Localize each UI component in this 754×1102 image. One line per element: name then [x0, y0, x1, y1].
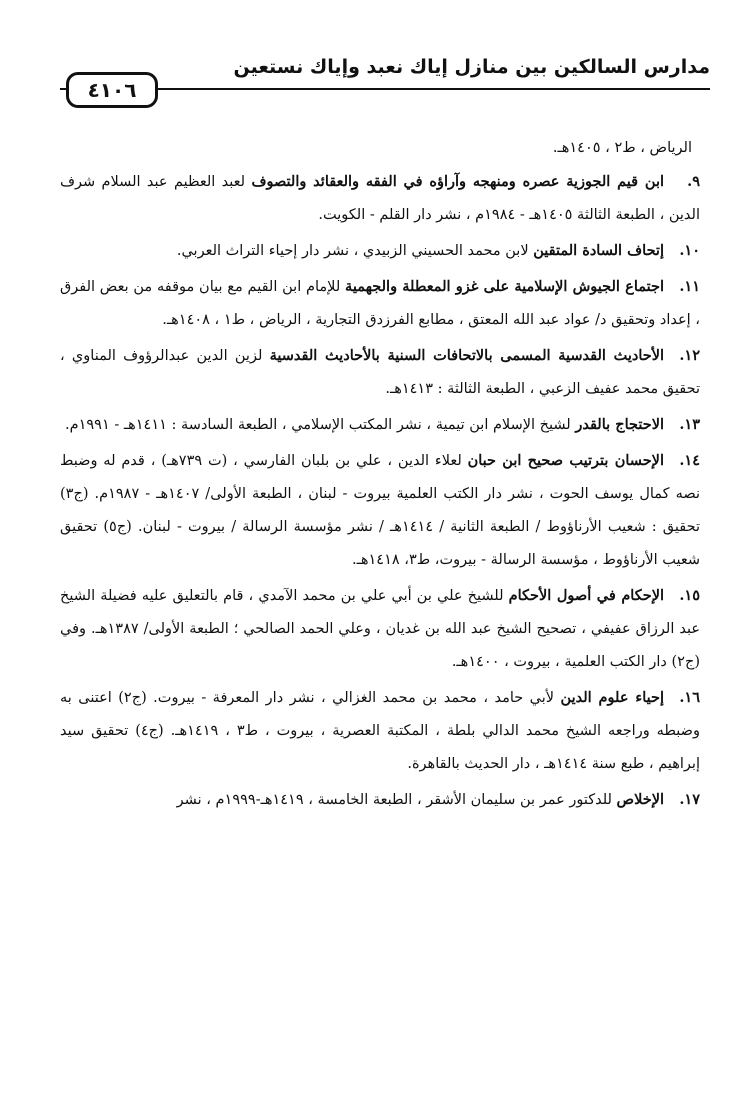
- entry-title: إحياء علوم الدين: [560, 689, 664, 706]
- entry-title: الاحتجاج بالقدر: [575, 416, 664, 433]
- bibliography-entry-15: [60, 579, 700, 679]
- entry-details: للإمام ابن القيم مع بيان موقفه من بعض الفرق ، إعداد وتحقيق د/ عواد عبد الله المعتق ، مطابع الفرزدق التجارية ، الرياض ، ط١ ، ١٤٠٨هـ.: [60, 279, 700, 328]
- entry-details: لأبي حامد ، محمد بن محمد الغزالي ، نشر دار المعرفة - بيروت. (ج٢) اعتنى به وضبطه وراجعه الشيخ محمد الدالي بلطة ، المكتبة العصرية ، بيروت ، ط٣ ، ١٤١٩هـ. (ج٤) تحقيق سيد إبراهيم ، طبع سنة ١٤١٤هـ ، دار الحديث بالقاهرة.: [60, 690, 701, 772]
- entry-details: لشيخ الإسلام ابن تيمية ، نشر المكتب الإسلامي ، الطبعة السادسة : ١٤١١هـ - ١٩٩١م.: [65, 417, 576, 433]
- entry-title: ابن قيم الجوزية عصره ومنهجه وآراؤه في الفقه والعقائد والتصوف: [251, 173, 665, 190]
- entry-number: ١٥.: [679, 587, 700, 604]
- bibliography-entry-9: [60, 165, 700, 232]
- entry-number: ١٣.: [679, 416, 700, 433]
- page-number: ٤١٠٦: [66, 72, 158, 108]
- page-header: [60, 48, 710, 110]
- entry-number: ١٤.: [679, 452, 700, 469]
- entry-title: الأحاديث القدسية المسمى بالاتحافات السنية بالأحاديث القدسية: [269, 347, 664, 364]
- entry-title: إتحاف السادة المتقين: [533, 242, 664, 259]
- bibliography-entry-14: [60, 444, 700, 577]
- bibliography-entry-11: [60, 270, 700, 337]
- bibliography-entry-13: [60, 408, 700, 442]
- entry-details: لعبد العظيم عبد السلام شرف الدين ، الطبعة الثالثة ١٤٠٥هـ - ١٩٨٤م ، نشر دار القلم - الكويت.: [60, 174, 700, 223]
- entry-details: لابن محمد الحسيني الزبيدي ، نشر دار إحياء التراث العربي.: [176, 243, 534, 259]
- entry-details: للدكتور عمر بن سليمان الأشقر ، الطبعة الخامسة ، ١٤١٩هـ-١٩٩٩م ، نشر: [176, 792, 617, 808]
- entry-details: لعلاء الدين ، علي بن بلبان الفارسي ، (ت ٧٣٩هـ) ، قدم له وضبط نصه كمال يوسف الحوت ، نشر دار الكتب العلمية بيروت - لبنان ، الطبعة الأولى/ ١٤٠٧هـ - ١٩٨٧م. (ج٣) تحقيق : شعيب الأرناؤوط / الطبعة الثانية / ١٤١٤هـ / نشر مؤسسة الرسالة / بيروت - لبنان. (ج٥) تحقيق شعيب الأرناؤوط ، مؤسسة الرسالة - بيروت، ط٣، ١٤١٨هـ.: [60, 453, 700, 568]
- entry-number: ٩.: [687, 173, 701, 190]
- entry-title: الإحكام في أصول الأحكام: [508, 587, 664, 604]
- entry-number: ١٦.: [679, 689, 700, 706]
- bibliography-entry-10: [60, 234, 700, 268]
- entry-title: اجتماع الجيوش الإسلامية على غزو المعطلة والجهمية: [345, 278, 664, 295]
- entry-details: للشيخ علي بن أبي علي بن محمد الآمدي ، قام بالتعليق عليه فضيلة الشيخ عبد الرزاق عفيفي ، تصحيح الشيخ عبد الله بن غديان ، وعلي الحمد الصالحي ؛ الطبعة الأولى/ ١٣٨٧هـ. وفي (ج٢) دار الكتب العلمية ، بيروت ، ١٤٠٠هـ.: [60, 588, 700, 670]
- entry-title: الإخلاص: [616, 791, 664, 808]
- entry-title: الإحسان بترتيب صحيح ابن حبان: [467, 452, 664, 469]
- running-title: مدارس السالكين بين منازل إياك نعبد وإياك نستعين: [233, 56, 710, 78]
- bibliography-entry-16: [60, 681, 700, 781]
- bibliography-list: [60, 132, 700, 817]
- bibliography-entry-17: [60, 783, 700, 817]
- entry-number: ١٠.: [679, 242, 700, 259]
- entry-number: ١١.: [679, 278, 700, 295]
- continuation-text: الرياض ، ط٢ ، ١٤٠٥هـ.: [552, 140, 692, 156]
- bibliography-entry-12: [60, 339, 700, 406]
- entry-details: لزين الدين عبدالرؤوف المناوي ، تحقيق محمد عفيف الزعبي ، الطبعة الثالثة : ١٤١٣هـ.: [60, 348, 700, 397]
- entry-number: ١٢.: [679, 347, 700, 364]
- entry-number: ١٧.: [679, 791, 700, 808]
